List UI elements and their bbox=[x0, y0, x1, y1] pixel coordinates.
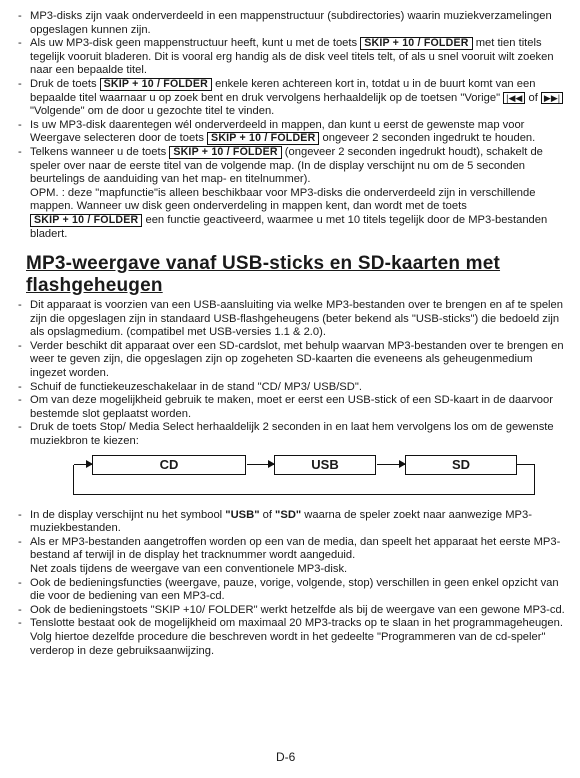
list-item: - Telkens wanneer u de toets SKIP + 10 / FOLDER (ongeveer 2 seconden ingedrukt houdt), schakelt de speler over naar de eerste titel van de volgende map. (In de display verschijnt nu om de 5 seconden beurtelings de aanduiding van het map- en titelnummer). OPM. : deze "mapfunctie"is alleen beschikbaar voor MP3-disks die onderverdeeld zijn in verschillende mappen. Wanneer uw disk geen onderverdeling in mappen kent, dan wordt met de toets SKIP + 10 / FOLDER een functie geactiveerd, waarmee u met 10 titels tegelijk door de MP3-bestanden bladert. bbox=[18, 145, 548, 240]
list-item: - Schuif de functiekeuzeschakelaar in de stand "CD/ MP3/ USB/SD". bbox=[18, 380, 362, 393]
section-heading: MP3-weergave vanaf USB-sticks en SD-kaarten met flashgeheugen bbox=[26, 253, 501, 297]
skip-folder-key: SKIP + 10 / FOLDER bbox=[207, 132, 319, 145]
list-item: - In de display verschijnt nu het symbool "USB" of "SD" waarna de speler zoekt naar aanwezige MP3-muziekbestanden. bbox=[18, 508, 532, 535]
skip-forward-icon: ▶▶| bbox=[541, 92, 563, 104]
cycle-line-left bbox=[73, 465, 74, 495]
list-item: - Druk de toets SKIP + 10 / FOLDER enkele keren achtereen kort in, totdat u in de buurt komt van een bepaalde titel waarnaar u op zoek bent en druk vervolgens herhaaldelijk op de toetsen "Vorige" |◀◀ of ▶▶| "Volgende" om de door u gezochte titel te vinden. bbox=[18, 78, 566, 119]
skip-folder-key: SKIP + 10 / FOLDER bbox=[30, 214, 142, 227]
arrow-to-cd bbox=[74, 464, 92, 465]
source-sd: SD bbox=[405, 455, 517, 475]
source-cd: CD bbox=[92, 455, 246, 475]
cycle-line-bottom bbox=[73, 494, 535, 495]
list-item: - Druk de toets Stop/ Media Select herhaaldelijk 2 seconden in en laat hem vervolgens los om de gewenste muziekbron te kiezen: bbox=[18, 421, 554, 448]
list-item: - Tenslotte bestaat ook de mogelijkheid om maximaal 20 MP3-tracks op te slaan in het programmageheugen. Volg hiertoe dezelfde procedure die beschreven wordt in het gedeelte "Programmeren van de cd-speler" verderop in deze gebruiksaanwijzing. bbox=[18, 617, 563, 657]
source-usb: USB bbox=[274, 455, 376, 475]
source-cycle-diagram bbox=[18, 455, 566, 503]
page-number: D-6 bbox=[276, 750, 296, 764]
skip-folder-key: SKIP + 10 / FOLDER bbox=[169, 146, 281, 159]
list-item: - MP3-disks zijn vaak onderverdeeld in een mappenstructuur (subdirectories) waarin muziekverzamelingen opgeslagen kunnen zijn. bbox=[18, 10, 552, 36]
list-item: - Verder beschikt dit apparaat over een SD-cardslot, met behulp waarvan MP3-bestanden over te brengen en weer te geven zijn, die opgeslagen zijn op zogeheten SD-kaarten die eveneens als geheugenmedium ingezet worden. bbox=[18, 339, 564, 380]
arrow-to-usb bbox=[247, 464, 274, 465]
arrow-to-sd bbox=[377, 464, 405, 465]
cycle-line-right bbox=[534, 465, 535, 495]
skip-folder-key: SKIP + 10 / FOLDER bbox=[360, 37, 472, 50]
list-item: - Als er MP3-bestanden aangetroffen worden op een van de media, dan speelt het apparaat het eerste MP3-bestand af terwijl in de display het tracknummer wordt aangeduid. Net zoals tijdens de weergave van een conventionele MP3-disk. bbox=[18, 535, 561, 575]
list-item: - Ook de bedieningsfuncties (weergave, pauze, vorige, volgende, stop) verschillen in geen enkel opzicht van die voor de bediening van een MP3-cd. bbox=[18, 576, 559, 603]
manual-page bbox=[18, 10, 566, 658]
cycle-line-top-right bbox=[516, 464, 535, 465]
skip-folder-key: SKIP + 10 / FOLDER bbox=[100, 78, 212, 91]
list-item: - Dit apparaat is voorzien van een USB-aansluiting via welke MP3-bestanden over te brengen en af te spelen zijn die opgeslagen zijn in standaard USB-flashgeheugens (beter bekend als "USB-sticks") die bedoeld zijn als opslagmedium. (compatibel met USB-versies 1.1 & 2.0). bbox=[18, 299, 563, 339]
list-item: - Ook de bedieningstoets "SKIP +10/ FOLDER" werkt hetzelfde als bij de weergave van een gewone MP3-cd. bbox=[18, 603, 565, 616]
list-item: - Als uw MP3-disk geen mappenstructuur heeft, kunt u met de toets SKIP + 10 / FOLDER met tien titels tegelijk vooruit bladeren. Dit is vooral erg handig als de disk veel titels telt, of als u snel vooruit wilt zoeken naar een bepaalde titel. bbox=[18, 37, 554, 77]
skip-back-icon: |◀◀ bbox=[503, 92, 525, 104]
list-item: - Om van deze mogelijkheid gebruik te maken, moet er eerst een USB-stick of een SD-kaart in de daarvoor bestemde slot geplaatst worden. bbox=[18, 394, 553, 420]
list-item: - Is uw MP3-disk daarentegen wél onderverdeeld in mappen, dan kunt u eerst de gewenste map voor Weergave selecteren door de toets SKIP + 10 / FOLDER ongeveer 2 seconden ingedrukt te houden. bbox=[18, 118, 536, 145]
